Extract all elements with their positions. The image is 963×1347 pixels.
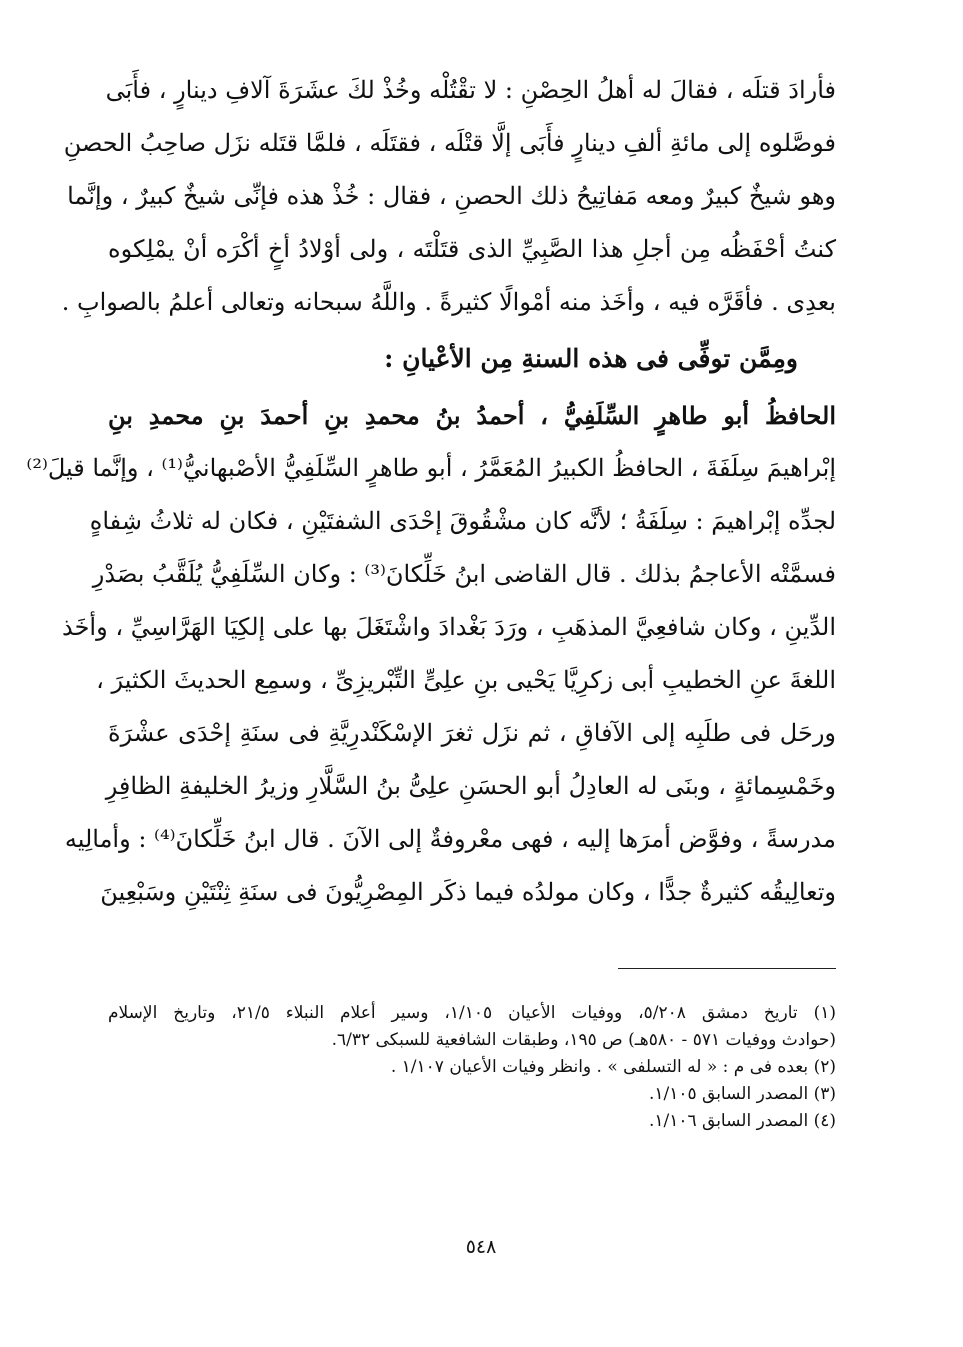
biography-line: لجدِّه إبْراهيمَ : سِلَفَةُ ؛ لأنَّه كان مشْقُوقَ إحْدَى الشفتَيْنِ ، فكان له ثلاثُ شِفاهٍ [89,507,836,535]
body-line: وهو شيخٌ كبيرٌ ومعه مَفاتِيحُ ذلك الحصنِ ، فقال : خُذْ هذه فإنِّى شيخٌ كبيرٌ ، وإنَّما [67,182,836,210]
footnote-line: (٤) المصدر السابق ١/١٠٦. [648,1111,836,1131]
biography-line: الدِّينِ ، وكان شافعِيَّ المذهَبِ ، ورَدَ بَغْدادَ واشْتَغَلَ بها على إلكِيَا الهَرَّاسِيِّ ، وأخَذ [62,613,836,641]
footnotes-block [108,1000,836,1135]
biography-line: إبْراهيمَ سِلَفَةَ ، الحافظُ الكبيرُ المُعَمَّرُ ، أبو طاهرٍ السِّلَفِيُّ الأصْبهانيُّ⁽¹⁾ ، وإنَّما قيلَ⁽²⁾ [26,454,836,482]
biography-line: ورحَل فى طلَبِه إلى الآفاقِ ، ثم نزَل ثغرَ الإسْكَنْدرِيَّةِ فى سنَةِ إحْدَى عشْرَةَ [108,719,836,747]
body-line: بعدِى . فأقَرَّه فيه ، وأخَذ منه أمْوالًا كثيرةً . واللَّهُ سبحانه وتعالى أعلمُ بالصوابِ . [61,288,836,316]
body-line: فأرادَ قتلَه ، فقالَ له أهلُ الحِصْنِ : لا تقْتُلْه وخُذْ لكَ عشَرَةَ آلافِ دينارٍ ، فأَبَى [105,76,836,104]
footnote-line: (٢) بعده فى م : « له التسلفى » . وانظر وفيات الأعيان ١/١٠٧ . [390,1057,836,1077]
biography-title-line: الحافظُ أبو طاهرٍ السِّلَفِيُّ ، أحمدُ بنُ محمدِ بنِ أحمدَ بنِ محمدِ بنِ [108,401,836,430]
biography-line: وتعالِيقُه كثيرةٌ جدًّا ، وكان مولدُه فيما ذكَر المِصْرِيُّونَ فى سنَةِ ثِنْتَيْنِ وسَبْعِينَ [100,878,836,906]
page-number: ٥٤٨ [465,1236,497,1258]
footnote-line: (٣) المصدر السابق ١/١٠٥. [648,1084,836,1104]
section-heading: ومِمَّن توفِّى فى هذه السنةِ مِن الأعْيانِ : [384,344,798,373]
footnote-divider [618,968,836,969]
footnote-line: (حوادث ووفيات ٥٧١ - ٥٨٠هـ) ص ١٩٥، وطبقات الشافعية للسبكى ٦/٣٢. [331,1030,836,1050]
footnote-line: (١) تاريخ دمشق ٥/٢٠٨، ووفيات الأعيان ١/١٠٥، وسير أعلام النبلاء ٢١/٥، وتاريخ الإسلام [108,1003,836,1023]
biography-line: اللغةَ عنِ الخطيبِ أبى زكرِيَّا يَحْيى بنِ علِىٍّ التِّبْريزِىِّ ، وسمِع الحديثَ الكثيرَ ، [96,666,836,694]
biography-line: وخَمْسِمائةٍ ، وبنَى له العادِلُ أبو الحسَنِ علِىُّ بنُ السَّلَّارِ وزيرُ الخليفةِ الظافِرِ [105,772,836,800]
biography-line: مدرسةً ، وفوَّض أمرَها إليه ، فهى معْروفةٌ إلى الآنَ . قال ابنُ خَلِّكانَ⁽⁴⁾ : وأمالِيه [64,825,836,853]
main-text-block [26,64,836,919]
body-line: كنتُ أحْفَظُه مِن أجلِ هذا الصَّبِيِّ الذى قتَلْتَه ، ولى أوْلادُ أخٍ أكْرَه أنْ يمْلِكوه [108,235,836,263]
biography-line: فسمَّتْه الأعاجمُ بذلك . قال القاضى ابنُ خَلِّكانَ⁽³⁾ : وكان السِّلَفِيُّ يُلَقَّبُ بصَدْرِ [92,560,836,588]
body-line: فوصَّلوه إلى مائةِ ألفِ دينارٍ فأَبَى إلَّا قتْلَه ، فقتَلَه ، فلمَّا قتَله نزَل صاحِبُ الحصنِ [63,129,836,157]
